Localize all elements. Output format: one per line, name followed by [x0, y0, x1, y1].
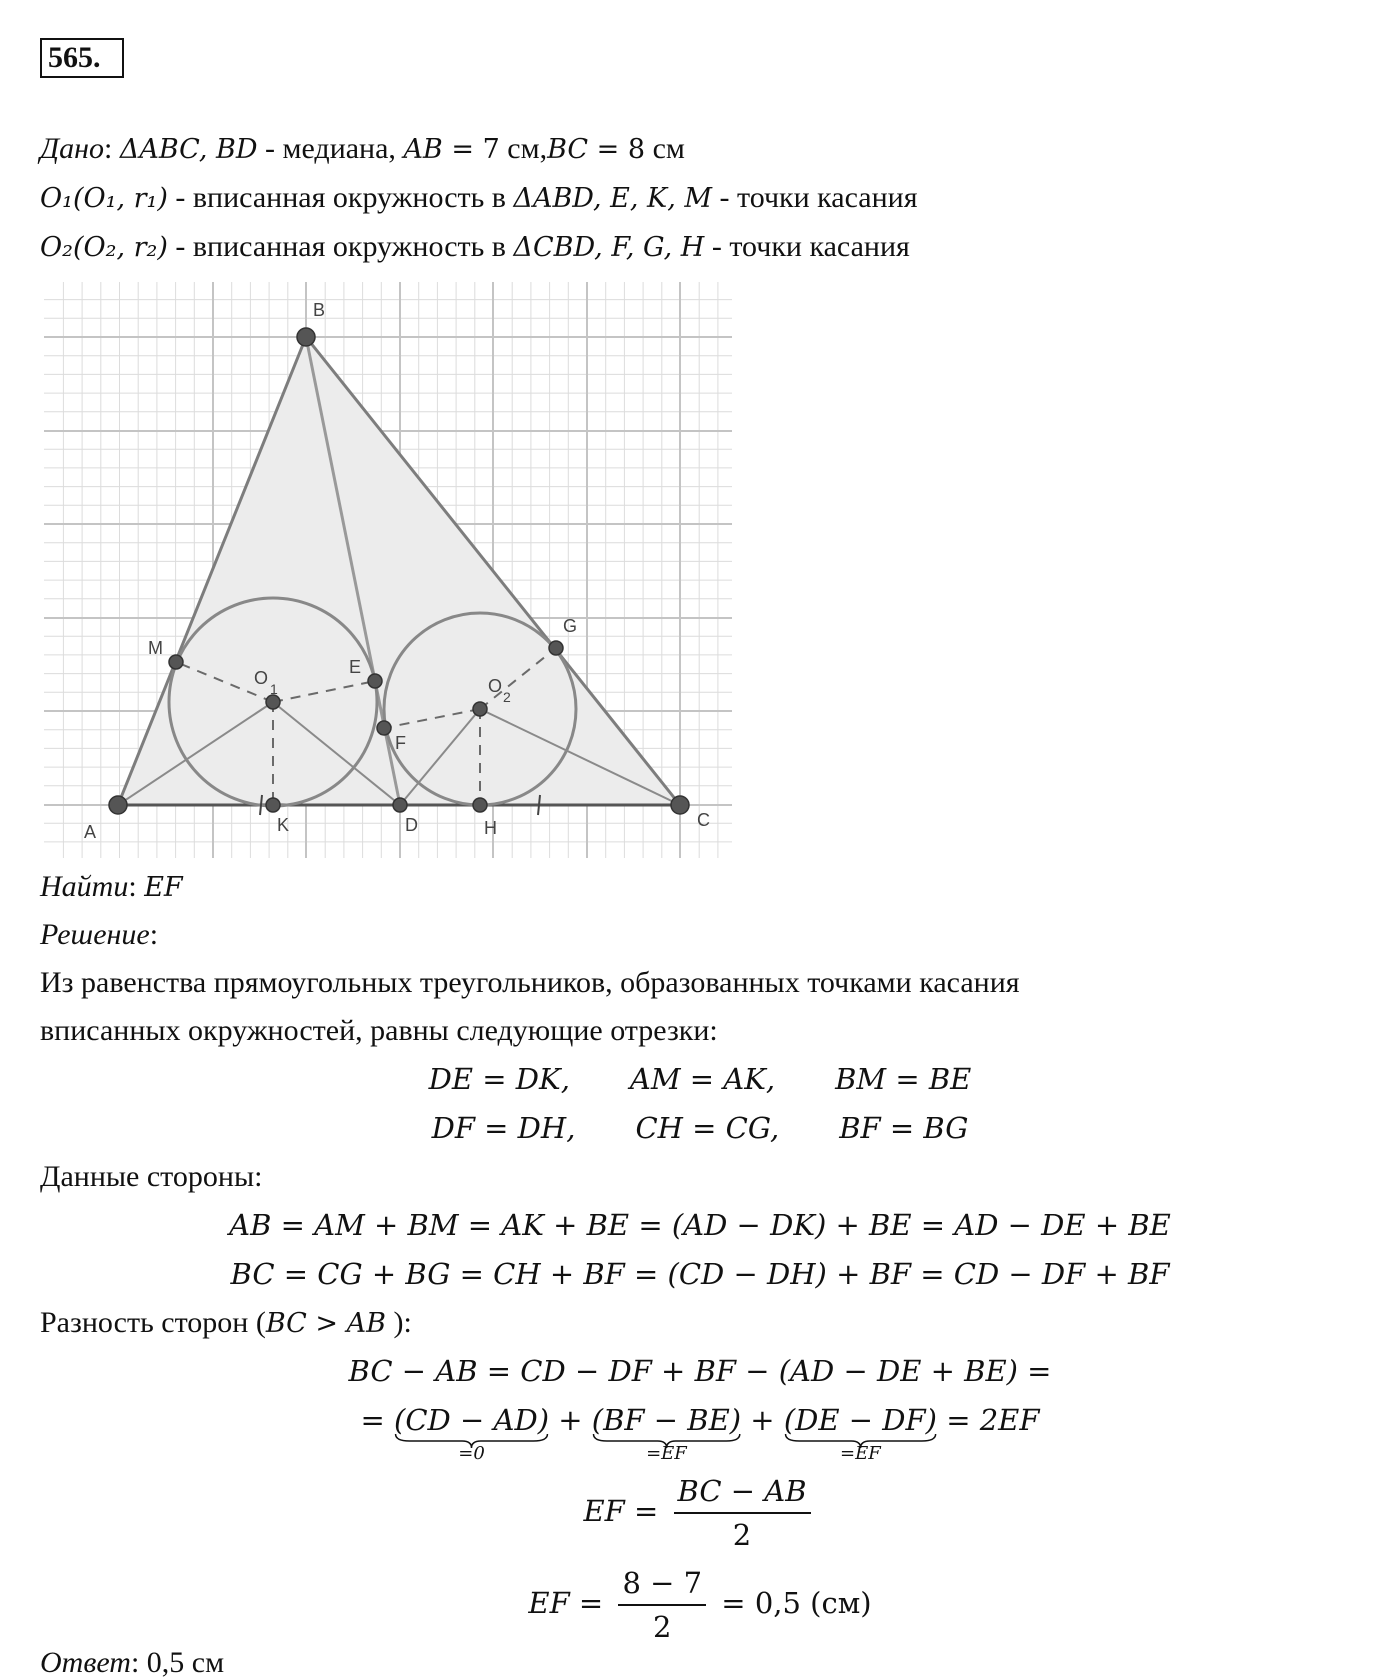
fraction-formula: EF = $\frac{BC - AB}{2}$ [0, 1474, 1400, 1552]
difference-label: Разность сторон (BC > AB ): [40, 1306, 412, 1339]
fraction-2-numerator: 8 − 7 [618, 1566, 706, 1606]
label-m: M [148, 638, 163, 658]
given-triangle: ΔABC, BD [119, 134, 258, 165]
given-bc-value: 8 [627, 134, 646, 165]
point-o1 [266, 695, 280, 709]
fraction-1 [674, 1474, 811, 1552]
fraction-calculation: EF = $\frac{8 - 7}{2}$ = 0,5 (см) [528, 1566, 872, 1644]
problem-number: 565. [40, 38, 124, 78]
eq-ch-cg: CH = CG, [635, 1111, 780, 1145]
label-d: D [405, 815, 418, 835]
given-circle-2-text-b: - точки касания [704, 230, 910, 263]
label-a: A [84, 822, 97, 842]
label-o1-sub: 1 [270, 681, 278, 697]
point-d [393, 798, 407, 812]
point-g [549, 641, 563, 655]
fraction-2 [618, 1566, 706, 1644]
sides-equation-bc: BC = CG + BG = CH + BF = (CD − DH) + BF = CD − DF + BF [230, 1257, 1170, 1291]
label-c: C [697, 810, 710, 830]
eq-am-ak: AM = AK, [629, 1062, 776, 1096]
geometry-figure [40, 282, 740, 860]
fraction-1-numerator: BC − AB [674, 1474, 811, 1514]
point-e [368, 674, 382, 688]
label-f: F [395, 733, 406, 753]
difference-equation-1: BC − AB = CD − DF + BF − (AD − DE + BE) = [348, 1354, 1052, 1388]
label-k: K [277, 815, 290, 835]
label-o1: O [254, 668, 269, 688]
sides-equation-ab: AB = AM + BM = AK + BE = (AD − DK) + BE = AD − DE + BE [229, 1208, 1171, 1242]
answer-value: : 0,5 см [130, 1646, 225, 1679]
eq-bm-be: BM = BE [835, 1062, 972, 1096]
label-b: B [313, 300, 326, 320]
underbrace-label-2: =EF [646, 1443, 687, 1465]
answer-label: Ответ [40, 1646, 131, 1679]
answer-line [40, 1646, 224, 1680]
underbrace-label-1: =0 [458, 1443, 485, 1465]
given-ab-unit: см, [499, 132, 548, 165]
difference-equation-2: = (CD − AD) =0 + (BF − BE) =EF + (DE − DF) =EF = 2EF [360, 1403, 1040, 1465]
given-circle-1: O₁(O₁, r₁) [40, 183, 168, 214]
label-h: H [484, 818, 497, 838]
label-g: G [563, 616, 578, 636]
point-k [266, 798, 280, 812]
given-ab-value: 7 [482, 134, 500, 165]
given-line-1: Дано: ΔABC, BD - медиана, AB = 7 см,BC = 8 см [40, 132, 685, 165]
given-label: Дано [40, 132, 104, 165]
point-f [377, 721, 391, 735]
difference-condition: BC > AB [265, 1308, 386, 1339]
sides-label: Данные стороны: [40, 1160, 263, 1193]
given-bc-unit: см [645, 132, 685, 165]
point-b [297, 328, 315, 346]
find-value: EF [144, 872, 183, 903]
given-circle-1-points: ΔABD, E, K, M [513, 183, 713, 214]
solution-label: Решение [40, 918, 150, 951]
solution-paragraph-1: Из равенства прямоугольных треугольников, образованных точками касания [40, 966, 1020, 999]
given-line-3 [40, 230, 910, 264]
given-circle-2: O₂(O₂, r₂) [40, 232, 168, 263]
fraction-1-denominator: 2 [732, 1518, 752, 1552]
point-c [671, 796, 689, 814]
given-circle-2-text: - вписанная окружность в [167, 230, 514, 263]
find-line: Найти: EF [40, 870, 183, 903]
find-label: Найти [40, 870, 129, 903]
equal-segments-row-1 [0, 1062, 1400, 1096]
underbrace-cd-ad: (CD − AD) =0 [394, 1403, 550, 1465]
solution-heading: Решение: [40, 918, 159, 951]
given-bc: BC = [547, 134, 628, 165]
given-circle-2-points: ΔCBD, F, G, H [513, 232, 705, 263]
solution-paragraph-2: вписанных окружностей, равны следующие отрезки: [40, 1014, 718, 1047]
underbrace-label-3: =EF [840, 1443, 881, 1465]
fraction-2-result: = 0,5 (см) [712, 1586, 872, 1620]
given-line-2 [40, 181, 918, 215]
given-circle-1-text-b: - точки касания [712, 181, 918, 214]
given-ab: AB = [403, 134, 483, 165]
given-median-text: - медиана, [257, 132, 404, 165]
eq-de-dk: DE = DK, [428, 1062, 570, 1096]
point-o2 [473, 702, 487, 716]
label-o2-sub: 2 [503, 689, 511, 705]
underbrace-de-df: (DE − DF) =EF [783, 1403, 937, 1465]
point-a [109, 796, 127, 814]
label-e: E [349, 657, 362, 677]
point-m [169, 655, 183, 669]
point-h [473, 798, 487, 812]
given-circle-1-text: - вписанная окружность в [167, 181, 514, 214]
equal-segments-row-2 [0, 1111, 1400, 1145]
label-o2: O [488, 676, 503, 696]
eq-df-dh: DF = DH, [431, 1111, 576, 1145]
underbrace-bf-be: (BF − BE) =EF [591, 1403, 742, 1465]
eq-bf-bg: BF = BG [839, 1111, 969, 1145]
fraction-2-denominator: 2 [653, 1610, 672, 1644]
